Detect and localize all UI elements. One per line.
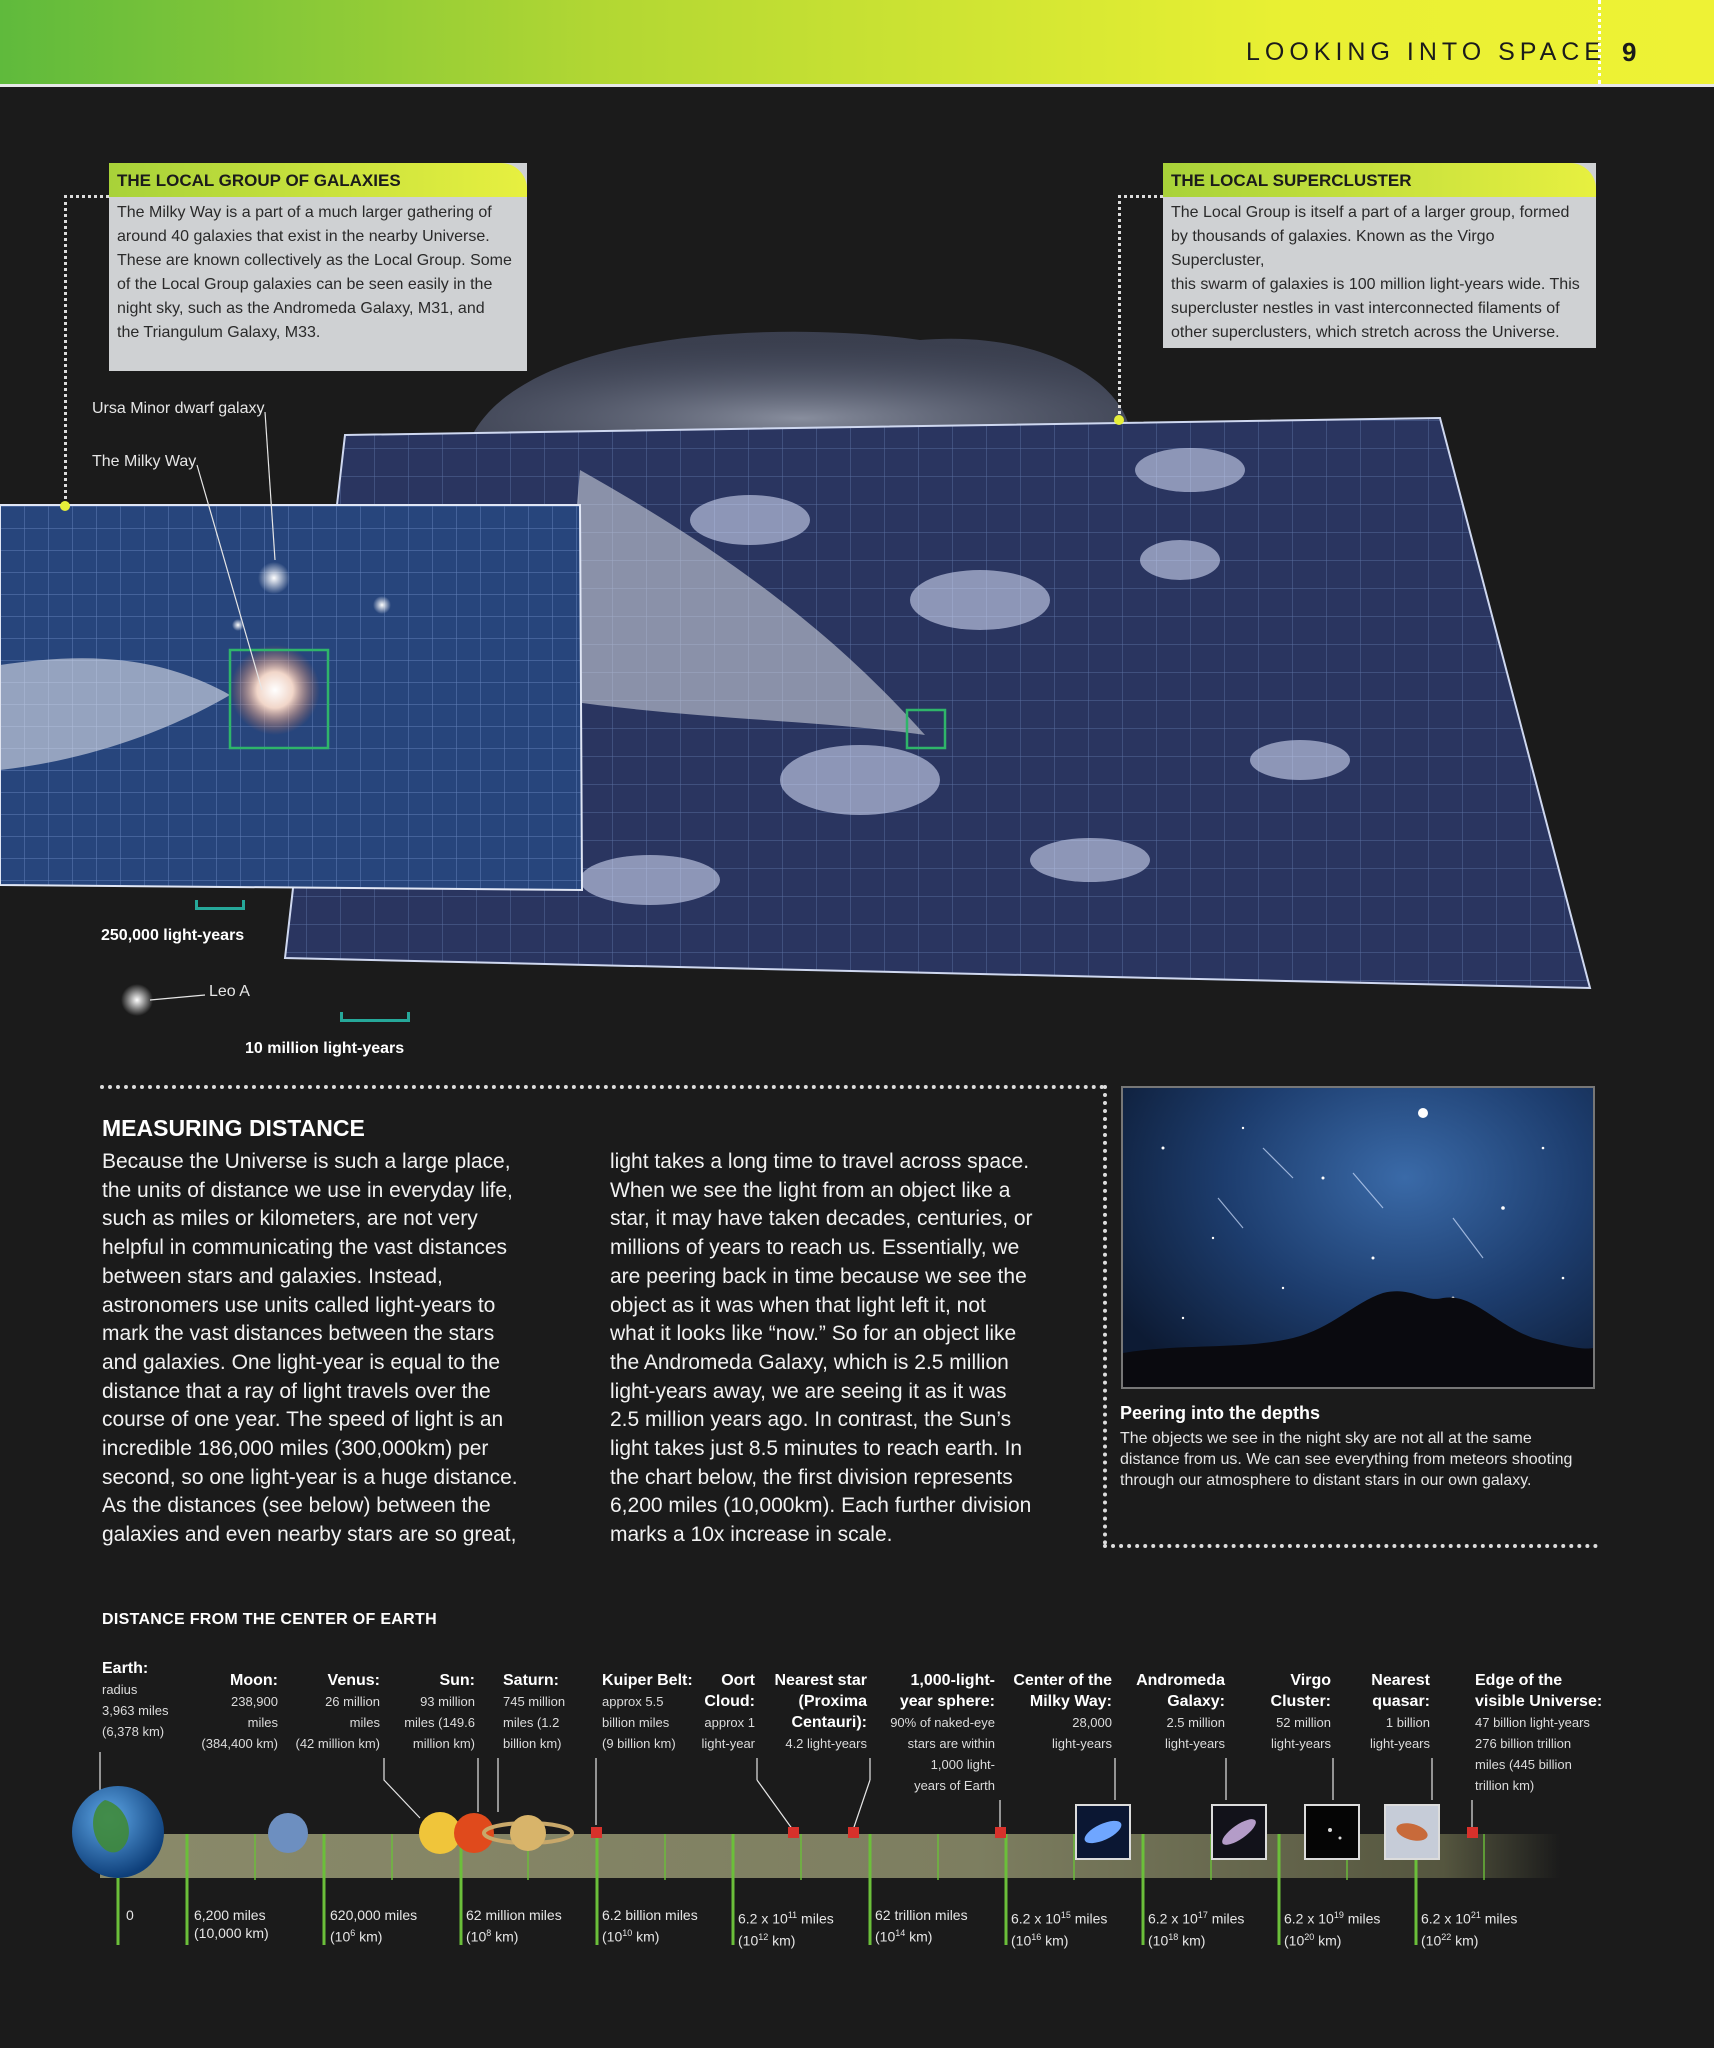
- miles-base: 6.2 x 10: [1284, 1910, 1334, 1927]
- object-name: Nearest: [1371, 1672, 1430, 1689]
- miles-exponent: 17: [1197, 1910, 1208, 1920]
- local-group-text-line: the Triangulum Galaxy, M33.: [117, 324, 321, 341]
- local-group-text-line: of the Local Group galaxies can be seen easily in the: [117, 276, 493, 293]
- leader-line: [64, 195, 67, 505]
- tick-miles: 62 trillion miles: [875, 1907, 968, 1923]
- object-name: Saturn:: [503, 1672, 559, 1689]
- section-title: LOOKING INTO SPACE: [1246, 38, 1606, 66]
- object-desc: million km): [412, 1736, 475, 1751]
- object-desc: light-years: [1370, 1736, 1430, 1751]
- chart-object-kuiper-belt: [602, 1670, 700, 1754]
- local-group-text-line: night sky, such as the Andromeda Galaxy, M31, and: [117, 300, 485, 317]
- km-base: (10: [738, 1932, 759, 1949]
- chart-object-proxima-centauri: [760, 1670, 867, 1754]
- body-line: are peering back in time because we see the: [610, 1264, 1027, 1288]
- chart-object-saturn: [503, 1670, 589, 1754]
- tick-miles: 620,000 miles: [330, 1907, 418, 1923]
- tick-label: 0: [126, 1907, 134, 1923]
- supercluster-text-line: this swarm of galaxies is 100 million light-years wide. This: [1171, 276, 1580, 293]
- body-line: As the distances (see below) between the: [102, 1494, 491, 1518]
- km-base: (10: [602, 1928, 623, 1945]
- tick-miles: 6,200 miles: [194, 1907, 266, 1923]
- km-unit: km): [768, 1932, 796, 1949]
- object-desc: light-years: [1052, 1736, 1112, 1751]
- body-line: light takes a long time to travel across space.: [610, 1150, 1030, 1173]
- object-name: Milky Way:: [1029, 1693, 1112, 1710]
- tick-miles: 6.2 billion miles: [602, 1907, 698, 1923]
- local-supercluster-heading: THE LOCAL SUPERCLUSTER: [1163, 163, 1596, 197]
- scale-large-label: 10 million light-years: [245, 1040, 405, 1057]
- tick-label: [466, 1906, 562, 1946]
- object-name: 1,000-light-: [910, 1672, 995, 1689]
- km-unit: km): [355, 1928, 383, 1945]
- km-base: (10: [330, 1928, 351, 1945]
- tick-label: [1011, 1906, 1107, 1949]
- body-line: and galaxies. One light-year is equal to the: [102, 1350, 501, 1374]
- tick-label: [875, 1906, 968, 1946]
- tick-miles: [1148, 1906, 1244, 1928]
- milky-way-label: The Milky Way: [92, 453, 197, 470]
- local-supercluster-box: [1163, 163, 1596, 348]
- miles-unit: miles: [1207, 1910, 1245, 1927]
- chart-object-moon: [178, 1670, 278, 1754]
- body-line: 2.5 million years ago. In contrast, the Sun’s: [610, 1408, 1012, 1432]
- km-base: (10: [1011, 1932, 1032, 1949]
- km-unit: km): [1451, 1932, 1479, 1949]
- supercluster-text-line: other superclusters, which stretch across the Universe.: [1171, 324, 1560, 341]
- chart-object-milky-way-center: [1002, 1670, 1112, 1754]
- miles-base: 6.2 x 10: [738, 1910, 788, 1927]
- visible-universe-edge-marker: [1467, 1827, 1478, 1838]
- object-desc: years of Earth: [914, 1778, 995, 1793]
- chart-object-andromeda: [1120, 1670, 1225, 1754]
- chart-object-oort-cloud: [690, 1670, 755, 1754]
- object-desc: 276 billion trillion: [1475, 1736, 1572, 1751]
- km-unit: km): [1314, 1932, 1342, 1949]
- tick-label: [738, 1906, 834, 1949]
- miles-unit: miles: [1070, 1910, 1108, 1927]
- night-sky-photo: [1121, 1086, 1595, 1389]
- ursa-minor-label: Ursa Minor dwarf galaxy: [92, 400, 265, 417]
- km-unit: km): [632, 1928, 660, 1945]
- km-exponent: 16: [1031, 1931, 1042, 1942]
- tick-km: [1421, 1928, 1517, 1950]
- object-desc: 90% of naked-eye: [890, 1715, 995, 1730]
- body-line: galaxies and even nearby stars are so great,: [102, 1523, 517, 1547]
- supercluster-text-line: supercluster nestles in vast interconnected filaments of: [1171, 300, 1560, 317]
- object-desc: stars are within: [907, 1736, 995, 1751]
- chart-object-sun: [390, 1670, 475, 1754]
- km-unit: km): [905, 1928, 933, 1945]
- miles-unit: miles: [1343, 1910, 1381, 1927]
- body-line: When we see the light from an object like a: [610, 1178, 1011, 1202]
- object-name: Virgo: [1290, 1672, 1331, 1689]
- tick-km: [738, 1928, 834, 1950]
- distance-chart-title: DISTANCE FROM THE CENTER OF EARTH: [102, 1611, 437, 1628]
- chart-object-nearest-quasar: [1350, 1670, 1430, 1754]
- section-divider: [100, 1085, 1105, 1089]
- scale-bar-large: [340, 1012, 410, 1022]
- km-base: (10: [875, 1928, 896, 1945]
- body-line: helpful in communicating the vast distances: [102, 1236, 508, 1260]
- supercluster-text-line: The Local Group is itself a part of a larger group, formed: [1171, 204, 1570, 221]
- page-number: 9: [1622, 37, 1637, 67]
- km-exponent: 10: [622, 1928, 633, 1938]
- object-desc: 47 billion light-years: [1475, 1715, 1590, 1730]
- sun-icon: [454, 1813, 494, 1853]
- tick-miles: [1011, 1906, 1107, 1928]
- saturn-icon: [510, 1815, 546, 1851]
- scale-bar-small: [195, 900, 245, 910]
- local-group-text-line: The Milky Way is a part of a much larger gathering of: [117, 204, 492, 221]
- measuring-text-col2: [610, 1148, 1090, 1550]
- km-exponent: 18: [1168, 1931, 1179, 1942]
- local-group-heading: THE LOCAL GROUP OF GALAXIES: [109, 163, 527, 197]
- object-desc: 238,900: [231, 1694, 278, 1709]
- photo-caption: [1120, 1428, 1600, 1491]
- chart-object-venus: [278, 1670, 380, 1754]
- km-exponent: 22: [1441, 1931, 1452, 1942]
- km-base: (10: [1284, 1932, 1305, 1949]
- tick-label: [602, 1906, 698, 1946]
- tick-km: [1284, 1928, 1380, 1950]
- tick-miles: [738, 1906, 834, 1928]
- tick-km: [602, 1924, 698, 1946]
- body-line: what it looks like “now.” So for an object like: [610, 1322, 1017, 1346]
- tick-km: [1148, 1928, 1244, 1950]
- object-desc: (42 million km): [295, 1736, 380, 1751]
- body-line: second, so one light-year is a huge distance.: [102, 1465, 518, 1489]
- body-line: the Andromeda Galaxy, which is 2.5 million: [610, 1350, 1009, 1374]
- object-desc: billion miles: [602, 1715, 670, 1730]
- tick-km: (10,000 km): [194, 1925, 269, 1941]
- km-unit: km): [1041, 1932, 1069, 1949]
- object-desc: 4.2 light-years: [785, 1736, 867, 1751]
- miles-base: 6.2 x 10: [1011, 1910, 1061, 1927]
- proxima-centauri-marker: [848, 1827, 859, 1838]
- object-desc: light-years: [1271, 1736, 1331, 1751]
- body-line: star, it may have taken decades, centuries, or: [610, 1207, 1033, 1231]
- object-desc: miles: [247, 1715, 278, 1730]
- km-unit: km): [1178, 1932, 1206, 1949]
- measuring-text-col1: [102, 1148, 582, 1550]
- tick-label: [330, 1906, 417, 1946]
- object-name: visible Universe:: [1475, 1693, 1603, 1710]
- section-divider: [1103, 1544, 1598, 1548]
- oort-cloud-marker: [788, 1827, 799, 1838]
- object-desc: miles (1.2: [503, 1715, 560, 1730]
- body-line: object as it was when that light left it, not: [610, 1293, 986, 1317]
- body-line: the units of distance we use in everyday life,: [102, 1178, 513, 1202]
- km-exponent: 6: [350, 1928, 356, 1938]
- tick-km: [1011, 1928, 1107, 1950]
- km-exponent: 12: [758, 1931, 769, 1942]
- object-desc: (6,378 km): [102, 1724, 165, 1739]
- km-base: (10: [1148, 1932, 1169, 1949]
- object-desc: 28,000: [1072, 1715, 1112, 1730]
- object-name: Earth:: [102, 1660, 149, 1677]
- body-line: the chart below, the first division represents: [610, 1465, 1013, 1489]
- kuiper-belt-marker: [591, 1827, 602, 1838]
- body-line: mark the vast distances between the stars: [102, 1322, 495, 1346]
- miles-base: 6.2 x 10: [1148, 1910, 1198, 1927]
- tick-km: [330, 1924, 417, 1946]
- chart-object-virgo-cluster: [1245, 1670, 1331, 1754]
- object-name: Cloud:: [704, 1693, 755, 1710]
- 1000-ly-sphere-marker: [995, 1827, 1006, 1838]
- caption-line: distance from us. We can see everything from meteors shooting: [1120, 1451, 1573, 1468]
- tick-label: [1148, 1906, 1244, 1949]
- object-name: Edge of the: [1475, 1672, 1563, 1689]
- km-unit: km): [491, 1928, 519, 1945]
- miles-unit: miles: [1480, 1910, 1518, 1927]
- object-desc: miles (149.6: [404, 1715, 475, 1730]
- local-group-text-line: These are known collectively as the Local Group. Some: [117, 252, 512, 269]
- tick-miles: [1284, 1906, 1380, 1928]
- miles-unit: miles: [797, 1910, 834, 1927]
- object-desc: 1 billion: [1385, 1715, 1430, 1730]
- supercluster-text-line: by thousands of galaxies. Known as the Virgo Supercluster,: [1171, 228, 1495, 269]
- object-desc: 52 million: [1276, 1715, 1331, 1730]
- tick-km: [875, 1924, 968, 1946]
- moon-icon: [268, 1813, 308, 1853]
- tick-label: [1284, 1906, 1380, 1949]
- tick-miles: [1421, 1906, 1517, 1928]
- object-desc: approx 5.5: [602, 1694, 664, 1709]
- header-divider: [1598, 0, 1601, 84]
- tick-km: [466, 1924, 562, 1946]
- measuring-distance-heading: MEASURING DISTANCE: [102, 1115, 365, 1141]
- section-divider: [1103, 1085, 1107, 1545]
- miles-exponent: 11: [787, 1910, 798, 1920]
- leader-line: [1118, 195, 1121, 420]
- photo-caption-title: Peering into the depths: [1120, 1403, 1321, 1423]
- body-line: 6,200 miles (10,000km). Each further division: [610, 1494, 1032, 1518]
- object-desc: 3,963 miles: [102, 1703, 169, 1718]
- body-line: distance that a ray of light travels over the: [102, 1379, 491, 1403]
- km-base: (10: [466, 1928, 487, 1945]
- object-desc: 26 million: [325, 1694, 380, 1709]
- object-desc: miles: [349, 1715, 380, 1730]
- object-desc: 93 million: [420, 1694, 475, 1709]
- body-line: astronomers use units called light-years to: [102, 1293, 496, 1317]
- km-base: (10: [1421, 1932, 1442, 1949]
- object-name: Center of the: [1013, 1672, 1112, 1689]
- object-desc: 745 million: [503, 1694, 566, 1709]
- tick-label: [1421, 1906, 1517, 1949]
- object-name: Moon:: [230, 1672, 278, 1689]
- body-line: course of one year. The speed of light is an: [102, 1408, 504, 1432]
- virgo-cluster-thumbnail: [1305, 1805, 1359, 1859]
- object-name: Oort: [721, 1672, 755, 1689]
- body-line: such as miles or kilometers, are not very: [102, 1207, 478, 1231]
- local-group-text-line: around 40 galaxies that exist in the nearby Universe.: [117, 228, 490, 245]
- object-desc: (9 billion km): [602, 1736, 676, 1751]
- leo-a-label: Leo A: [209, 983, 250, 1000]
- body-line: millions of years to reach us. Essentially, we: [610, 1236, 1020, 1260]
- object-desc: 1,000 light-: [930, 1757, 995, 1772]
- object-name: Nearest star: [774, 1672, 867, 1689]
- object-name: Kuiper Belt:: [602, 1672, 693, 1689]
- object-desc: (384,400 km): [201, 1736, 278, 1751]
- object-desc: billion km): [503, 1736, 562, 1751]
- miles-exponent: 19: [1333, 1910, 1344, 1920]
- leader-pin: [60, 501, 70, 511]
- miles-base: 6.2 x 10: [1421, 1910, 1471, 1927]
- body-line: marks a 10x increase in scale.: [610, 1523, 893, 1547]
- caption-line: The objects we see in the night sky are not all at the same: [1120, 1430, 1532, 1447]
- object-name: (Proxima: [798, 1693, 867, 1710]
- km-exponent: 14: [895, 1928, 906, 1938]
- object-name: Cluster:: [1270, 1693, 1331, 1710]
- leader-line: [64, 195, 109, 198]
- body-line: light takes just 8.5 minutes to reach earth. In: [610, 1437, 1023, 1461]
- object-name: Galaxy:: [1167, 1693, 1225, 1710]
- object-desc: light-years: [1165, 1736, 1225, 1751]
- object-desc: approx 1: [704, 1715, 755, 1730]
- body-line: Because the Universe is such a large place,: [102, 1150, 511, 1173]
- body-line: between stars and galaxies. Instead,: [102, 1264, 443, 1288]
- object-desc: light-year: [701, 1736, 755, 1751]
- object-name: Andromeda: [1136, 1672, 1225, 1689]
- object-name: Venus:: [327, 1672, 380, 1689]
- miles-exponent: 15: [1060, 1910, 1071, 1920]
- km-exponent: 8: [486, 1928, 492, 1938]
- object-name: quasar:: [1372, 1693, 1430, 1710]
- miles-exponent: 21: [1470, 1910, 1481, 1920]
- caption-line: through our atmosphere to distant stars in our own galaxy.: [1120, 1472, 1532, 1489]
- object-desc: trillion km): [1475, 1778, 1535, 1793]
- body-line: light-years away, we are seeing it as it was: [610, 1379, 1007, 1403]
- object-name: Sun:: [439, 1672, 475, 1689]
- object-desc: miles (445 billion: [1475, 1757, 1572, 1772]
- body-line: incredible 186,000 miles (300,000km) per: [102, 1437, 489, 1461]
- leader-line: [1118, 195, 1163, 198]
- scale-small-label: 250,000 light-years: [101, 927, 245, 944]
- object-desc: 2.5 million: [1166, 1715, 1225, 1730]
- object-name: Centauri):: [791, 1714, 867, 1731]
- tick-miles: 62 million miles: [466, 1907, 562, 1923]
- km-exponent: 20: [1304, 1931, 1315, 1942]
- leader-pin: [1114, 415, 1124, 425]
- local-group-box: [109, 163, 527, 371]
- object-name: year sphere:: [899, 1693, 995, 1710]
- object-desc: radius: [102, 1682, 138, 1697]
- tick-label: [194, 1906, 269, 1942]
